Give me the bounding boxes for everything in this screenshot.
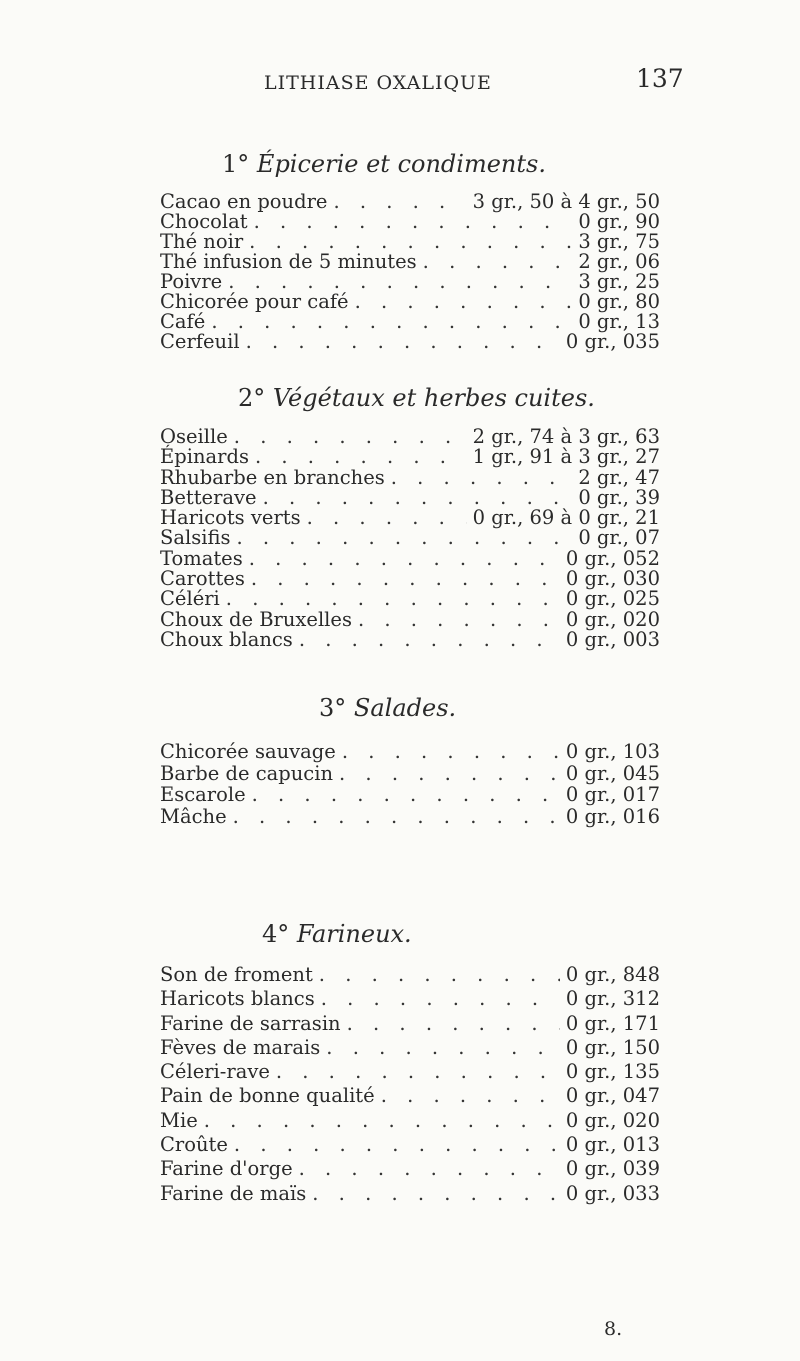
section-number: 3°	[319, 694, 347, 722]
section-list-4	[160, 963, 660, 1206]
list-item: Choux blancs . . . 0 gr., 003	[160, 628, 660, 648]
section-heading: Farineux.	[296, 920, 412, 948]
list-item: Tomates . . . 0 gr., 052	[160, 547, 660, 567]
section-title-2	[238, 384, 595, 412]
list-item: Escarole . . . 0 gr., 017	[160, 783, 660, 805]
list-item: Pain de bonne qualité . . . 0 gr., 047	[160, 1084, 660, 1108]
page-number: 137	[636, 64, 684, 93]
signature-mark: 8.	[604, 1318, 623, 1340]
list-item: Cacao en poudre . . . 3 gr., 50 à 4 gr., 50	[160, 190, 660, 210]
list-item: Barbe de capucin . . . 0 gr., 045	[160, 762, 660, 784]
list-item: Oseille . . . 2 gr., 74 à 3 gr., 63	[160, 425, 660, 445]
list-item: Poivre . . . 3 gr., 25	[160, 270, 660, 290]
running-header: LITHIASE OXALIQUE	[264, 72, 492, 94]
list-item: Thé infusion de 5 minutes . . . 2 gr., 06	[160, 250, 660, 270]
list-item: Mâche . . . 0 gr., 016	[160, 805, 660, 827]
list-item: Farine de maïs . . . 0 gr., 033	[160, 1182, 660, 1206]
list-item: Farine d'orge . . . 0 gr., 039	[160, 1157, 660, 1181]
section-number: 4°	[262, 920, 290, 948]
section-heading: Salades.	[353, 694, 457, 722]
list-item: Épinards . . . 1 gr., 91 à 3 gr., 27	[160, 445, 660, 465]
list-item: Salsifis . . . 0 gr., 07	[160, 526, 660, 546]
section-number: 1°	[222, 150, 250, 178]
list-item: Choux de Bruxelles . . . 0 gr., 020	[160, 608, 660, 628]
list-item: Chicorée sauvage . . . 0 gr., 103	[160, 740, 660, 762]
list-item: Croûte . . . 0 gr., 013	[160, 1133, 660, 1157]
list-item: Cerfeuil . . . 0 gr., 035	[160, 330, 660, 350]
list-item: Betterave . . . 0 gr., 39	[160, 486, 660, 506]
list-item: Son de froment . . . 0 gr., 848	[160, 963, 660, 987]
list-item: Céleri-rave . . . 0 gr., 135	[160, 1060, 660, 1084]
list-item: Haricots blancs . . . 0 gr., 312	[160, 987, 660, 1011]
section-title-1	[222, 150, 546, 178]
section-title-3	[319, 694, 456, 722]
section-heading: Végétaux et herbes cuites.	[272, 384, 595, 412]
list-item: Chocolat . . . 0 gr., 90	[160, 210, 660, 230]
list-item: Haricots verts . . . 0 gr., 69 à 0 gr., 21	[160, 506, 660, 526]
section-title-4	[262, 920, 412, 948]
list-item: Céléri . . . 0 gr., 025	[160, 587, 660, 607]
section-list-2	[160, 425, 660, 651]
list-item: Thé noir . . . 3 gr., 75	[160, 230, 660, 250]
list-item: Café . . . 0 gr., 13	[160, 310, 660, 330]
section-list-3	[160, 740, 660, 826]
list-item: Chicorée pour café . . . 0 gr., 80	[160, 290, 660, 310]
section-list-1	[160, 190, 660, 353]
list-item: Fèves de marais . . . 0 gr., 150	[160, 1036, 660, 1060]
section-number: 2°	[238, 384, 266, 412]
list-item: Mie . . . 0 gr., 020	[160, 1109, 660, 1133]
list-item: Farine de sarrasin . . . 0 gr., 171	[160, 1012, 660, 1036]
section-heading: Épicerie et condiments.	[256, 150, 546, 178]
list-item: Rhubarbe en branches . . . 2 gr., 47	[160, 466, 660, 486]
list-item: Carottes . . . 0 gr., 030	[160, 567, 660, 587]
